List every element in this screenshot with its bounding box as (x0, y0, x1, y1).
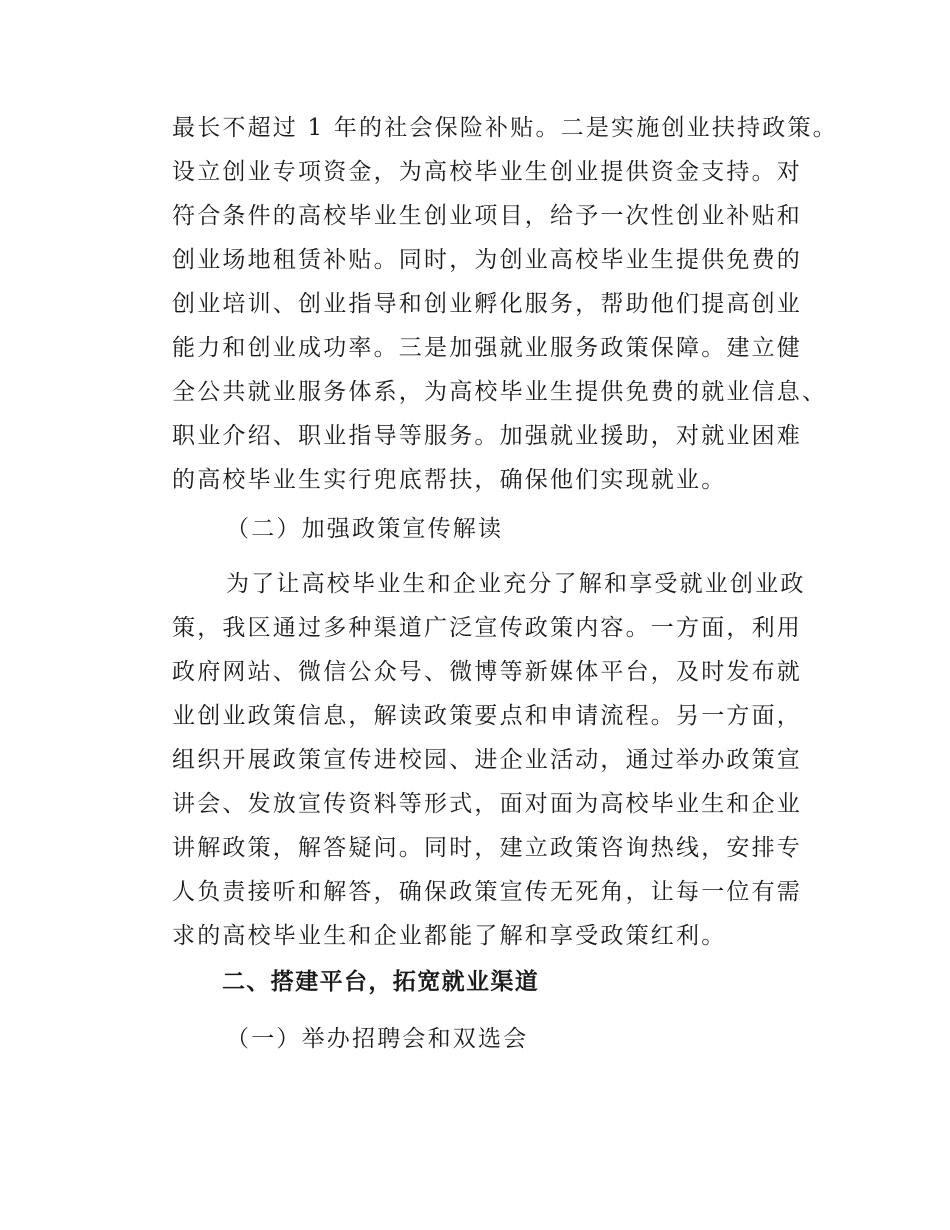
paragraph-line: 最长不超过 1 年的社会保险补贴。二是实施创业扶持政策。 (172, 115, 838, 141)
paragraph-line: 讲解政策，解答疑问。同时，建立政策咨询热线，安排专 (172, 835, 802, 861)
paragraph-line: 的高校毕业生实行兜底帮扶，确保他们实现就业。 (172, 467, 727, 493)
paragraph-line: 设立创业专项资金，为高校毕业生创业提供资金支持。对 (172, 159, 802, 185)
subheading-job-fairs: （一）举办招聘会和双选会 (226, 1026, 529, 1052)
paragraph-line: 组织开展政策宣传进校园、进企业活动，通过举办政策宣 (172, 747, 802, 773)
paragraph-line: 政府网站、微信公众号、微博等新媒体平台，及时发布就 (172, 659, 802, 685)
paragraph-line: 符合条件的高校毕业生创业项目，给予一次性创业补贴和 (172, 203, 802, 229)
paragraph-line: 为了让高校毕业生和企业充分了解和享受就业创业政 (226, 571, 806, 597)
paragraph-line: 业创业政策信息，解读政策要点和申请流程。另一方面， (172, 703, 802, 729)
paragraph-line: 创业培训、创业指导和创业孵化服务，帮助他们提高创业 (172, 291, 802, 317)
paragraph-line: 创业场地租赁补贴。同时，为创业高校毕业生提供免费的 (172, 247, 802, 273)
paragraph-line: 人负责接听和解答，确保政策宣传无死角，让每一位有需 (172, 879, 802, 905)
section-heading: 二、搭建平台，拓宽就业渠道 (222, 969, 540, 995)
paragraph-line: 求的高校毕业生和企业都能了解和享受政策红利。 (172, 923, 727, 949)
subheading-policy-promotion: （二）加强政策宣传解读 (226, 516, 504, 542)
paragraph-line: 能力和创业成功率。三是加强就业服务政策保障。建立健 (172, 335, 802, 361)
paragraph-line: 讲会、发放宣传资料等形式，面对面为高校毕业生和企业 (172, 791, 802, 817)
paragraph-line: 全公共就业服务体系，为高校毕业生提供免费的就业信息、 (172, 379, 828, 405)
paragraph-line: 策，我区通过多种渠道广泛宣传政策内容。一方面，利用 (172, 615, 802, 641)
paragraph-line: 职业介绍、职业指导等服务。加强就业援助，对就业困难 (172, 423, 802, 449)
